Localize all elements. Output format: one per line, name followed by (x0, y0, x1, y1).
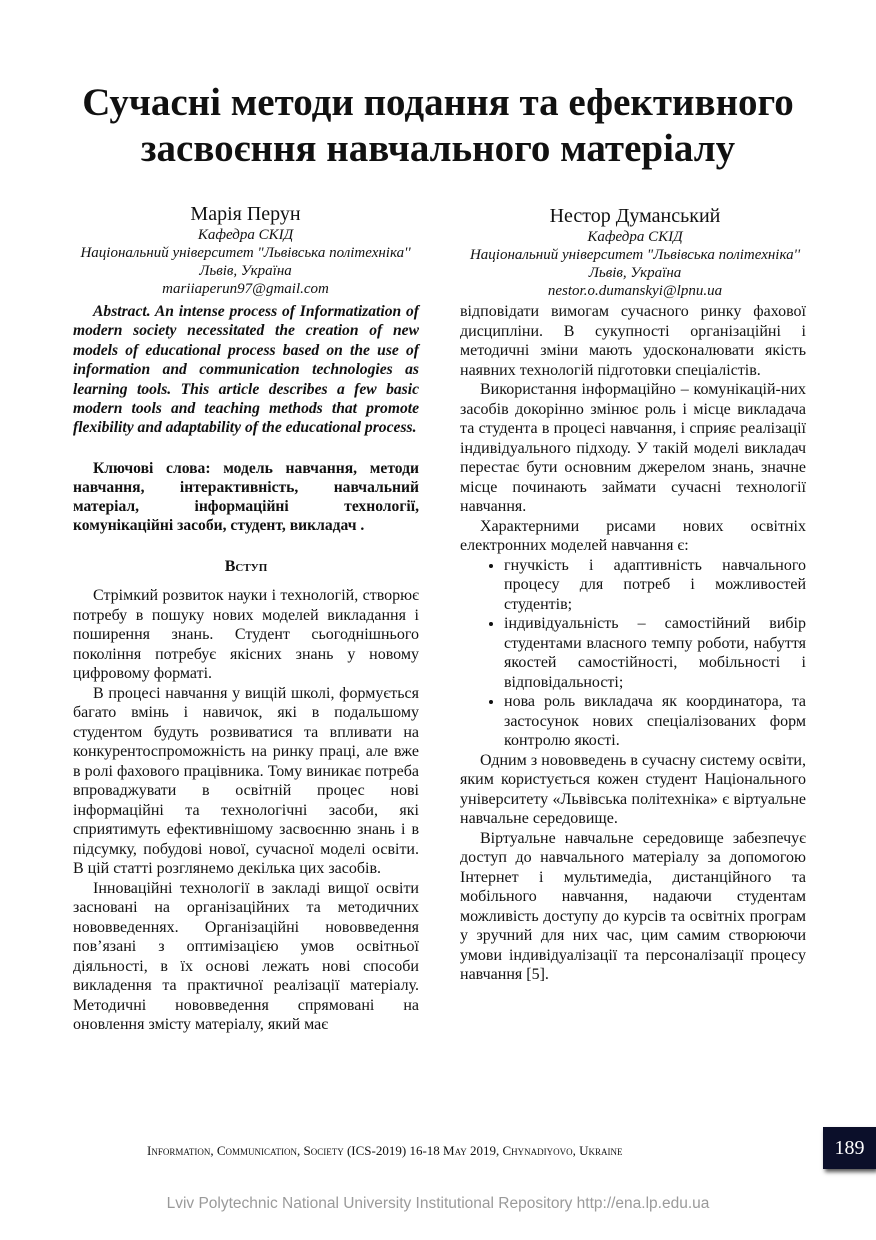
list-item: • індивідуальність – самостійний вибір студентами власного темпу роботи, набуття якостей самостійності, мобільності і відповідальності; (504, 614, 806, 692)
paragraph: Характерними рисами нових освітніх електронних моделей навчання є: (460, 517, 806, 554)
list-item: • гнучкість і адаптивність навчального процесу для потреб і можливостей студентів; (504, 556, 806, 615)
bullet-list (460, 556, 806, 751)
author-dept: Кафедра СКІД (587, 229, 683, 245)
author-block (53, 202, 438, 298)
paragraph: відповідати вимогам сучасного ринку фахової дисципліни. В сукупності організаційні і методичні зміни мають удосконалювати якість наявних технологій підготовки спеціалістів. (460, 303, 806, 379)
paper-title (40, 80, 836, 172)
title-line: Сучасні методи подання та ефективного (82, 81, 794, 124)
page-number: 189 (823, 1127, 876, 1169)
author-email: mariiaperun97@gmail.com (162, 281, 329, 297)
paragraph: В процесі навчання у вищій школі, формується багато вмінь і навичок, які в подальшому студентом будуть розвиватися та впливати на конкурентоспроможність на ринку праці, але вже в ролі фахового працівника. Тому виникає потреба впроваджувати в освітній процес нові інформаційні та технологічні засоби, які сприятимуть ефективнішому засвоєнню знань і в підсумку, побудові нової, сучасної моделі освіти. В цій статті розглянемо декілька цих засобів. (73, 684, 419, 878)
author-email: nestor.o.dumanskyi@lpnu.ua (547, 283, 723, 299)
paragraph: Використання інформаційно – комунікацій-них засобів докорінно змінює роль і місце викладача та студента в процесі навчання, і сприяє реалізації індивідуального підходу. У такій моделі викладач перестає бути основним джерелом знань, значне місце починають займати сучасні технології навчання. (460, 381, 806, 515)
author-name: Марія Перун (190, 203, 301, 225)
author-city: Львів, Україна (588, 265, 682, 281)
keywords: Ключові слова: модель навчання, методи навчання, інтерактивність, навчальний матеріал, інформаційні технології, комунікаційні засоби, студент, викладач . (73, 459, 419, 534)
abstract: Abstract. An intense process of Informatization of modern society necessitated the creation of new models of educational process based on the use of information and communication technologies as learning tools. This article describes a few basic modern tools and teaching methods that promote flexibility and adaptability of the educational process. (73, 303, 419, 437)
author-dept: Кафедра СКІД (197, 227, 294, 243)
conference-footer: Information, Communication, Society (ICS-2019) 16-18 May 2019, Chynadiyovo, Ukraine (147, 1143, 623, 1158)
author-block (440, 204, 830, 300)
paragraph: Інноваційні технології в закладі вищої освіти засновані на організаційних та методичних нововведеннях. Організаційні нововведення пов’язані з оптимізацією умов освітньої діяльності, в їх основі лежать нові способи викладення та практичної реалізації матеріалу. Методичні нововведення спрямовані на оновлення змісту матеріалу, який має (73, 879, 419, 1034)
left-column (73, 302, 419, 1035)
author-city: Львів, Україна (199, 263, 292, 279)
author-university: Національний університет "Львівська політехніка'' (469, 247, 801, 263)
right-column (460, 302, 806, 985)
author-name: Нестор Думанський (549, 205, 721, 227)
repository-link[interactable]: Lviv Polytechnic National University Institutional Repository http://ena.lp.edu.ua (166, 1195, 710, 1212)
paragraph: Одним з нововведень в сучасну систему освіти, яким користується кожен студент Національного університету «Львівська політехніка» є віртуальне навчальне середовище. (460, 751, 806, 827)
paragraph: Віртуальне навчальне середовище забезпечує доступ до навчального матеріалу за допомогою Інтернет і мультимедіа, дистанційного та мобільного навчання, надаючи студентам можливість доступу до курсів та освітніх програм у зручний для них час, цим самим створюючи умови індивідуалізації та персоналізації процесу навчання [5]. (460, 829, 806, 983)
title-line: засвоєння навчального матеріалу (140, 127, 736, 170)
section-heading: Вступ (224, 557, 268, 575)
author-university: Національний університет "Львівська політехніка'' (80, 245, 411, 261)
list-item: • нова роль викладача як координатора, та застосунок нових спеціалізованих форм контролю якості. (504, 692, 806, 751)
paragraph: Стрімкий розвиток науки і технологій, створює потребу в пошуку нових моделей викладання і поширення знань. Студент сьогоднішнього покоління потребує якісних знань у новому цифровому форматі. (73, 587, 419, 683)
